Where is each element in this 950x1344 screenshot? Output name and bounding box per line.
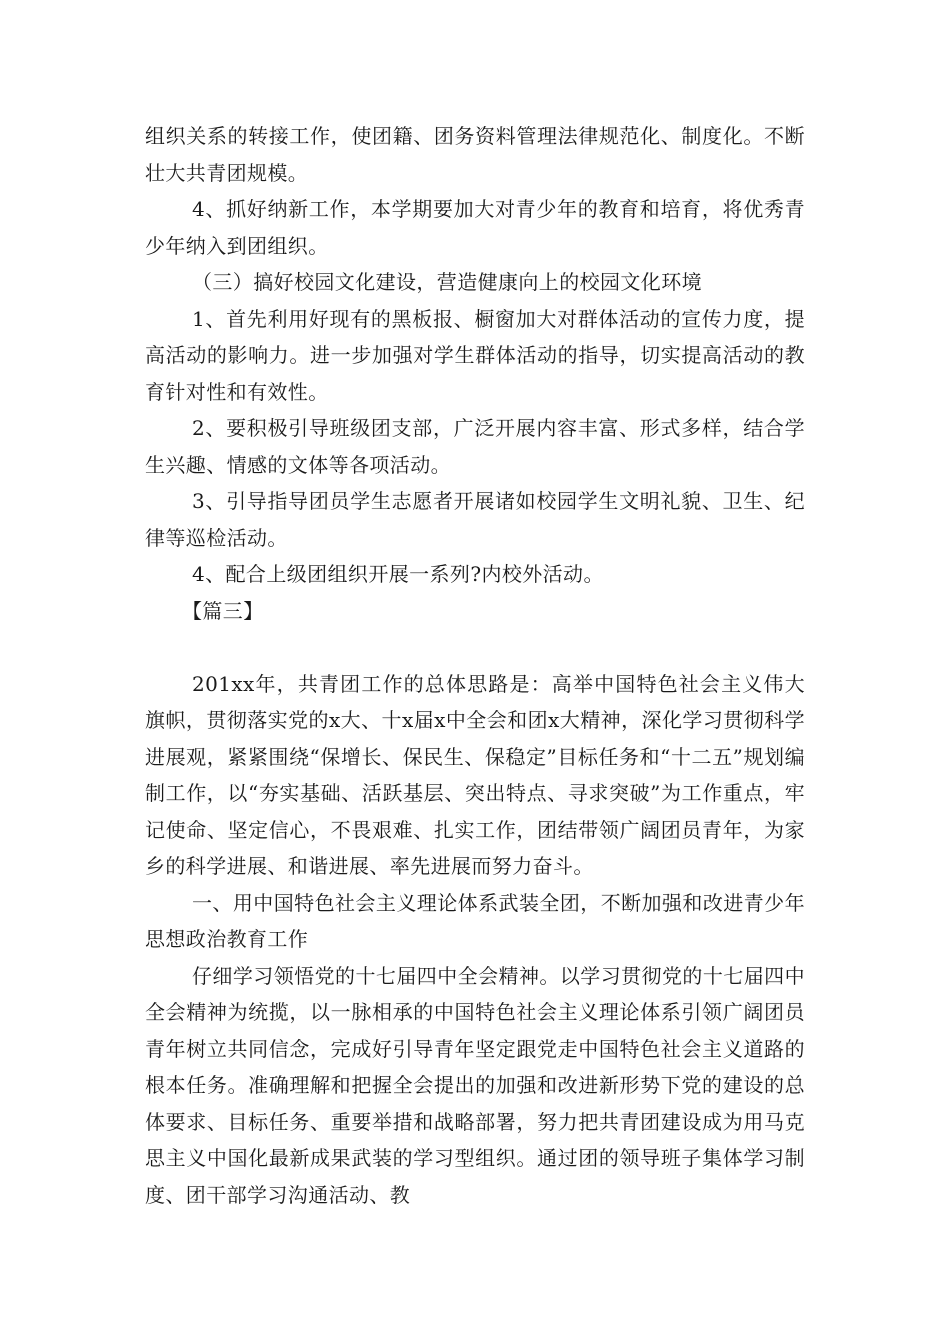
paragraph-volunteer-inspection: 3、引导指导团员学生志愿者开展诸如校园学生文明礼貌、卫生、纪律等巡检活动。 [145, 489, 805, 550]
paragraph-class-branch-activities: 2、要积极引导班级团支部，广泛开展内容丰富、形式多样，结合学生兴趣、情感的文体等各项活动。 [145, 416, 805, 477]
section-heading-theory-education: 一、用中国特色社会主义理论体系武装全团，不断加强和改进青少年思想政治教育工作 [145, 890, 805, 951]
document-body [145, 118, 805, 1213]
part-three-heading: 【篇三】 [182, 598, 264, 623]
paragraph-study-plenary: 仔细学习领悟党的十七届四中全会精神。以学习贯彻党的十七届四中全会精神为统揽，以一脉相承的中国特色社会主义理论体系引领广阔团员青年树立共同信念，完成好引导青年坚定跟党走中国特色社会主义道路的根本任务。准确理解和把握全会提出的加强和改进新形势下党的建设的总体要求、目标任务、重要举措和战略部署，努力把共青团建设成为用马克思主义中国化最新成果武装的学习型组织。通过团的领导班子集体学习制度、团干部学习沟通活动、教 [145, 963, 805, 1207]
paragraph-overall-approach: 201xx年，共青团工作的总体思路是：高举中国特色社会主义伟大旗帜，贯彻落实党的x大、十x届x中全会和团x大精神，深化学习贯彻科学进展观，紧紧围绕“保增长、保民生、保稳定”目标任务和“十二五”规划编制工作，以“夯实基础、活跃基层、突出特点、寻求突破”为工作重点，牢记使命、坚定信心，不畏艰难、扎实工作，团结带领广阔团员青年，为家乡的科学进展、和谐进展、率先进展而努力奋斗。 [145, 671, 805, 878]
paragraph-membership-transfer: 组织关系的转接工作，使团籍、团务资料管理法律规范化、制度化。不断壮大共青团规模。 [145, 124, 805, 185]
paragraph-recruitment: 4、抓好纳新工作，本学期要加大对青少年的教育和培育，将优秀青少年纳入到团组织。 [145, 197, 805, 258]
paragraph-cooperate-activities: 4、配合上级团组织开展一系列?内校外活动。 [192, 562, 604, 586]
paragraph-blackboard-publicity: 1、首先利用好现有的黑板报、橱窗加大对群体活动的宣传力度，提高活动的影响力。进一步加强对学生群体活动的指导，切实提高活动的教育针对性和有效性。 [145, 306, 805, 404]
blank-line [145, 629, 805, 666]
section-heading-campus-culture: （三）搞好校园文化建设，营造健康向上的校园文化环境 [192, 270, 702, 294]
